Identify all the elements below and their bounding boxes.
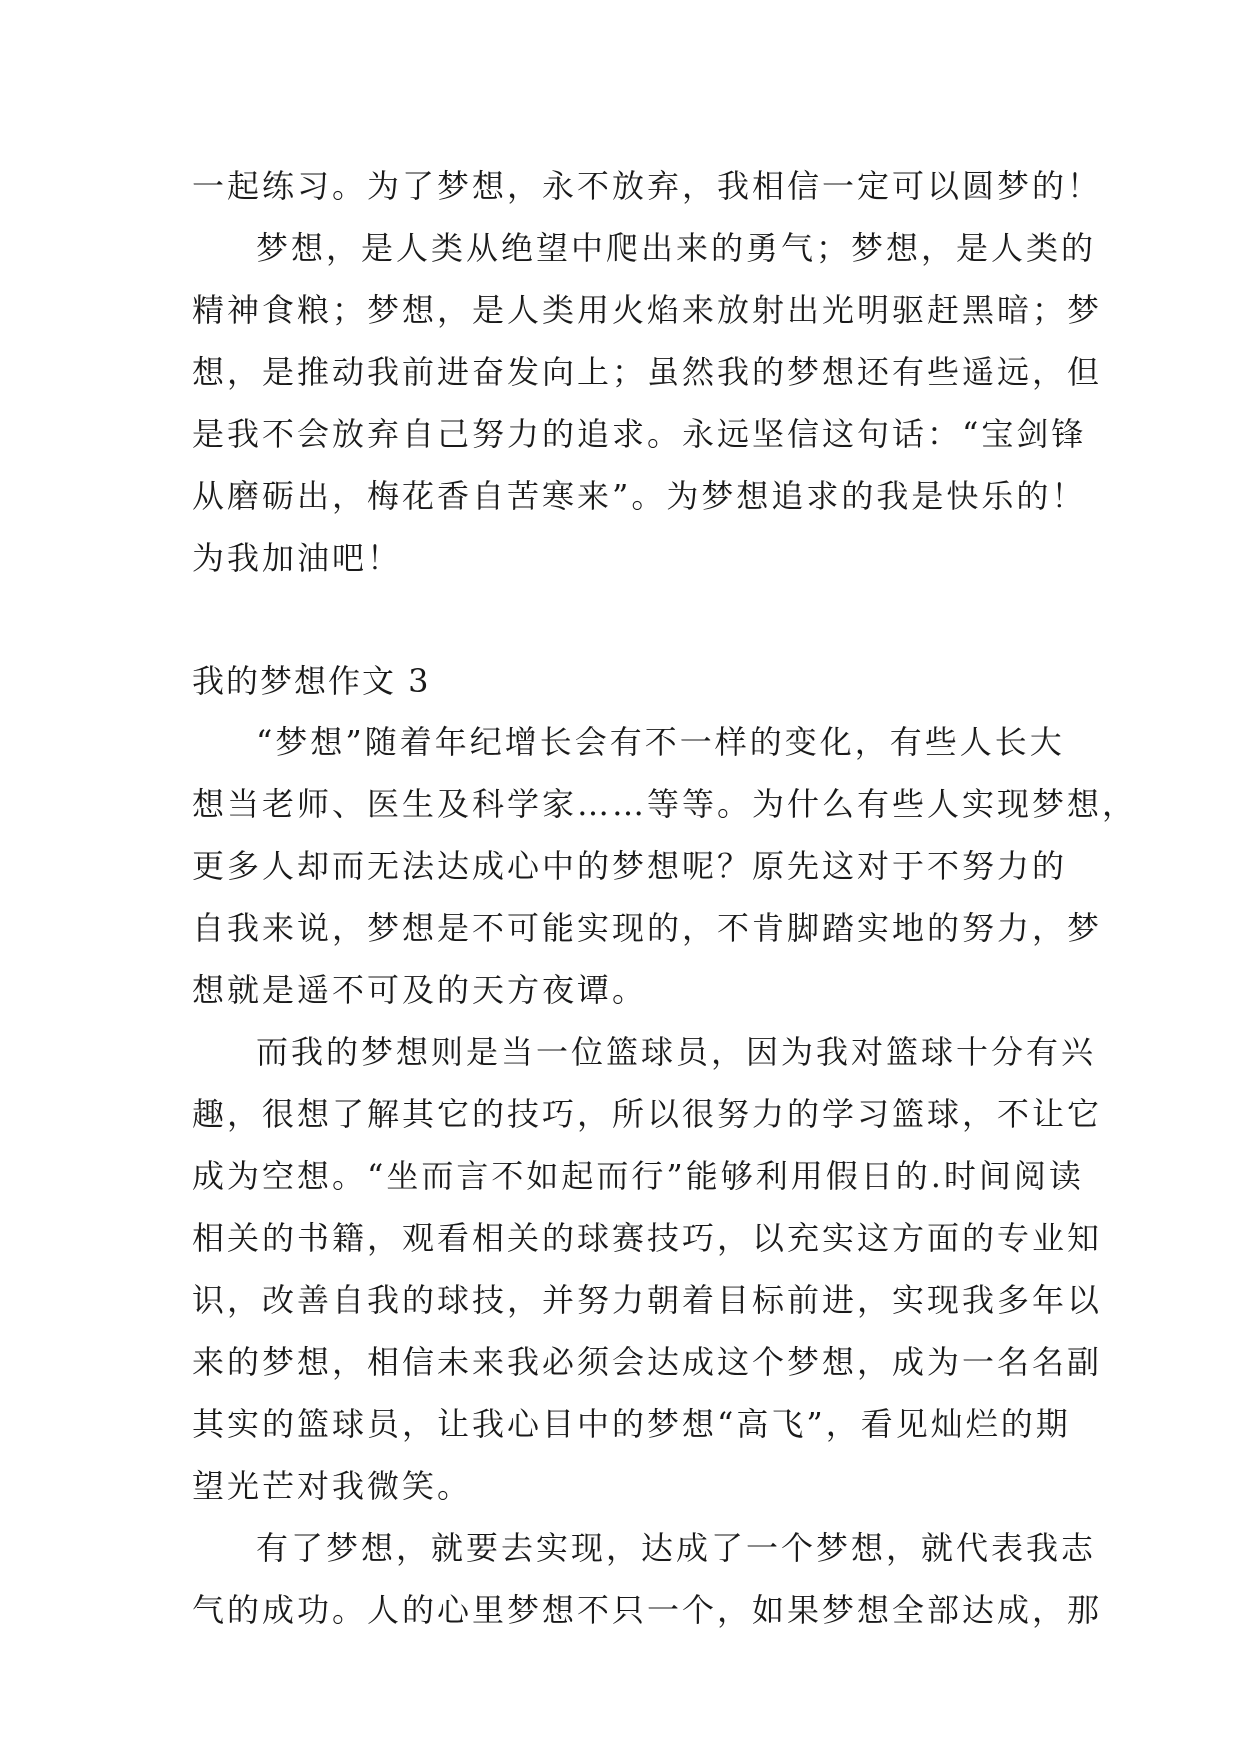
paragraph-line: 从磨砺出，梅花香自苦寒来”。为梦想追求的我是快乐的！ (192, 477, 1087, 515)
paragraph-line: 是我不会放弃自己努力的追求。永远坚信这句话：“宝剑锋 (192, 415, 1087, 453)
paragraph-dream-courage (192, 217, 1103, 589)
document-body (192, 155, 1138, 1641)
section-spacer (192, 589, 1052, 651)
paragraph-line: 想当老师、医生及科学家……等等。为什么有些人实现梦想， (192, 785, 1138, 823)
paragraph-basketball-dream (192, 1021, 1103, 1517)
paragraph-line: 更多人却而无法达成心中的梦想呢？原先这对于不努力的 (192, 847, 1068, 885)
paragraph-line: “梦想”随着年纪增长会有不一样的变化，有些人长大 (256, 723, 1065, 761)
paragraph-line: 而我的梦想则是当一位篮球员，因为我对篮球十分有兴 (256, 1033, 1097, 1071)
essay-title: 我的梦想作文 3 (192, 662, 431, 700)
paragraph-line: 来的梦想，相信未来我必须会达成这个梦想，成为一名名副 (192, 1343, 1103, 1381)
paragraph-line: 想，是推动我前进奋发向上；虽然我的梦想还有些遥远，但 (192, 353, 1103, 391)
paragraph-line: 识，改善自我的球技，并努力朝着目标前进，实现我多年以 (192, 1281, 1103, 1319)
paragraph-line: 想就是遥不可及的天方夜谭。 (192, 971, 648, 1009)
paragraph-line: 成为空想。“坐而言不如起而行”能够利用假日的.时间阅读 (192, 1157, 1084, 1195)
paragraph-line: 望光芒对我微笑。 (192, 1467, 473, 1505)
paragraph-line: 自我来说，梦想是不可能实现的，不肯脚踏实地的努力，梦 (192, 909, 1103, 947)
paragraph-line: 趣，很想了解其它的技巧，所以很努力的学习篮球，不让它 (192, 1095, 1103, 1133)
paragraph-line: 其实的篮球员，让我心目中的梦想“高飞”，看见灿烂的期 (192, 1405, 1071, 1443)
paragraph-dream-changes (192, 711, 1138, 1021)
paragraph-line: 为我加油吧！ (192, 539, 403, 577)
paragraph-line: 梦想，是人类从绝望中爬出来的勇气；梦想，是人类的 (256, 229, 1097, 267)
paragraph-achieve-dream (192, 1517, 1103, 1641)
paragraph-line: 相关的书籍，观看相关的球赛技巧，以充实这方面的专业知 (192, 1219, 1103, 1257)
paragraph-line: 有了梦想，就要去实现，达成了一个梦想，就代表我志 (256, 1529, 1097, 1567)
paragraph-continuation-line: 一起练习。为了梦想，永不放弃，我相信一定可以圆梦的！ (192, 167, 1103, 205)
paragraph-line: 气的成功。人的心里梦想不只一个，如果梦想全部达成，那 (192, 1591, 1103, 1629)
paragraph-line: 精神食粮；梦想，是人类用火焰来放射出光明驱赶黑暗；梦 (192, 291, 1103, 329)
